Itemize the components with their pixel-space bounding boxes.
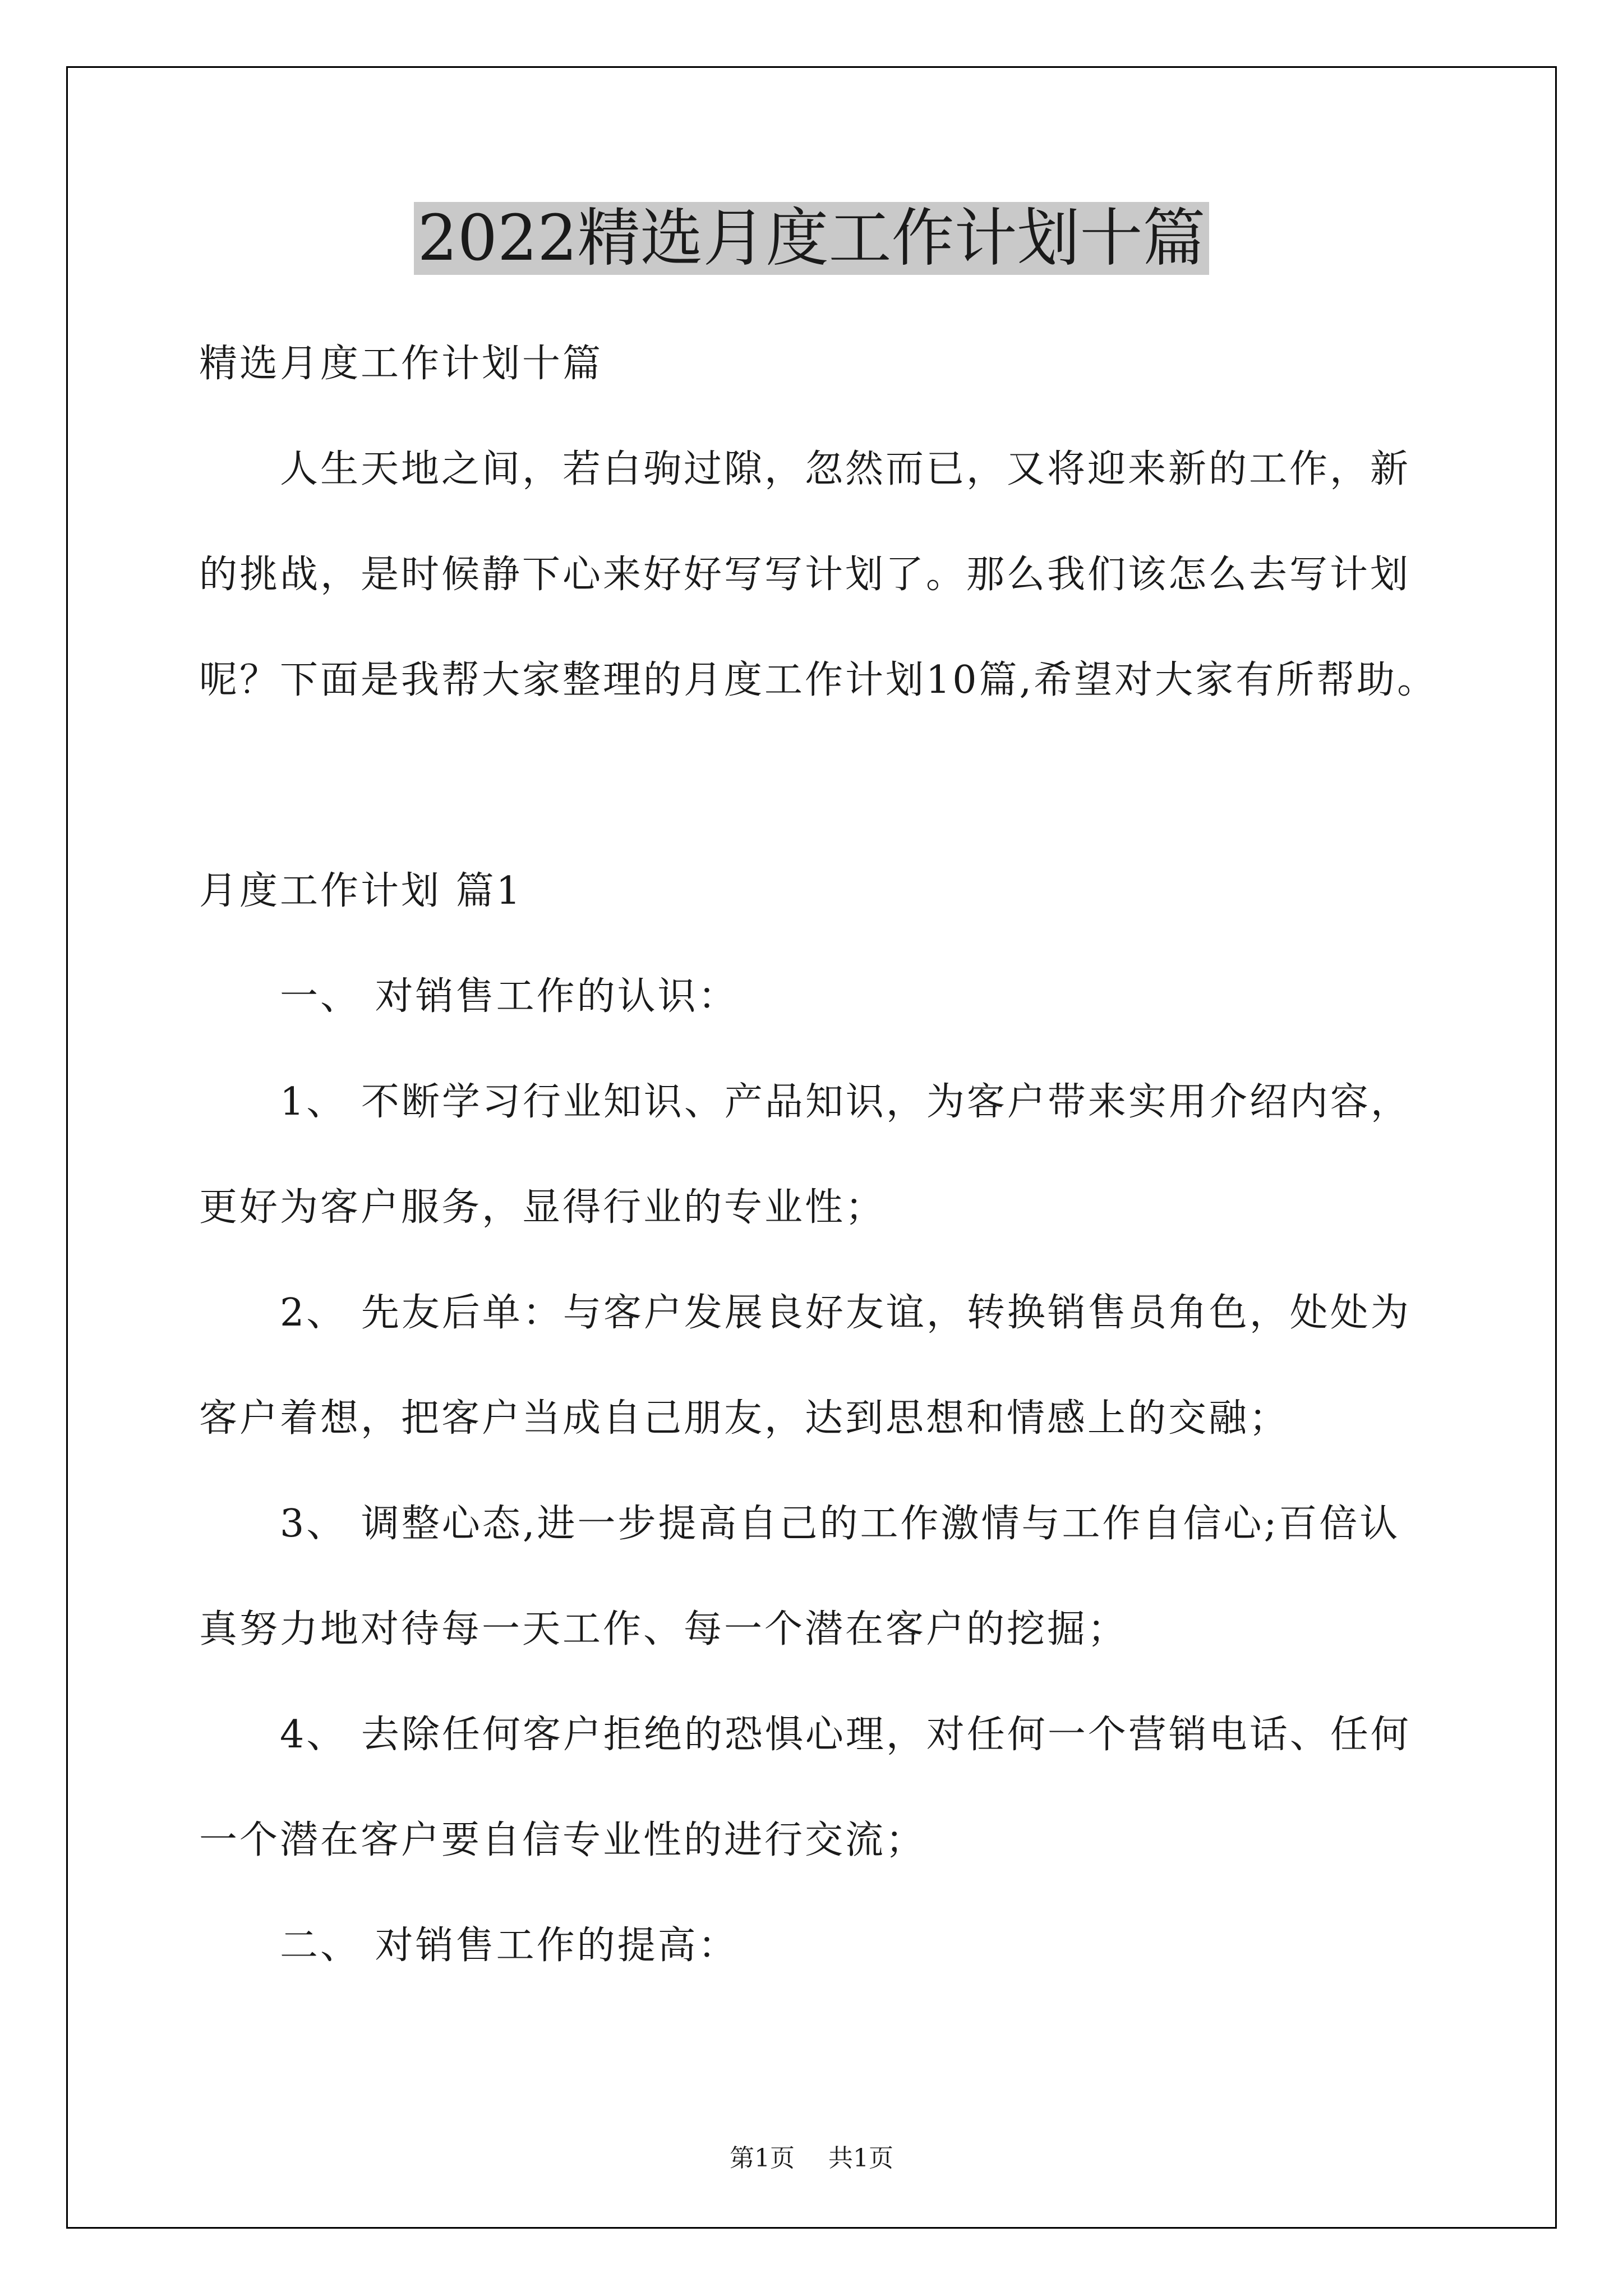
item-1-line-2: 更好为客户服务，显得行业的专业性； (199, 1185, 886, 1230)
intro-line-3: 呢？下面是我帮大家整理的月度工作计划10篇,希望对大家有所帮助。 (199, 658, 1438, 702)
item-heading-2: 二、 对销售工作的提高： (280, 1924, 739, 1968)
intro-line-1: 人生天地之间，若白驹过隙，忽然而已，又将迎来新的工作，新 (280, 447, 1411, 491)
document-subtitle: 精选月度工作计划十篇 (199, 342, 603, 386)
item-4-line-1: 4、 去除任何客户拒绝的恐惧心理，对任何一个营销电话、任何 (280, 1713, 1411, 1757)
document-title-text: 2022精选月度工作计划十篇 (414, 202, 1209, 275)
item-3-line-1: 3、 调整心态,进一步提高自己的工作激情与工作自信心;百倍认 (280, 1502, 1400, 1546)
item-heading-1: 一、 对销售工作的认识： (280, 974, 739, 1019)
item-4-line-2: 一个潜在客户要自信专业性的进行交流； (199, 1818, 926, 1862)
intro-line-2: 的挑战，是时候静下心来好好写写计划了。那么我们该怎么去写计划 (199, 553, 1411, 597)
item-3-line-2: 真努力地对待每一天工作、每一个潜在客户的挖掘； (199, 1607, 1128, 1651)
document-title (0, 199, 1623, 278)
page-number-current: 第1页 (730, 2144, 795, 2173)
page-footer (0, 2142, 1623, 2175)
item-2-line-2: 客户着想，把客户当成自己朋友，达到思想和情感上的交融； (199, 1396, 1290, 1441)
item-2-line-1: 2、 先友后单：与客户发展良好友谊，转换销售员角色，处处为 (280, 1291, 1411, 1335)
item-1-line-1: 1、 不断学习行业知识、产品知识，为客户带来实用介绍内容， (280, 1080, 1411, 1124)
section-heading: 月度工作计划 篇1 (199, 869, 523, 913)
page-number-total: 共1页 (828, 2144, 893, 2173)
